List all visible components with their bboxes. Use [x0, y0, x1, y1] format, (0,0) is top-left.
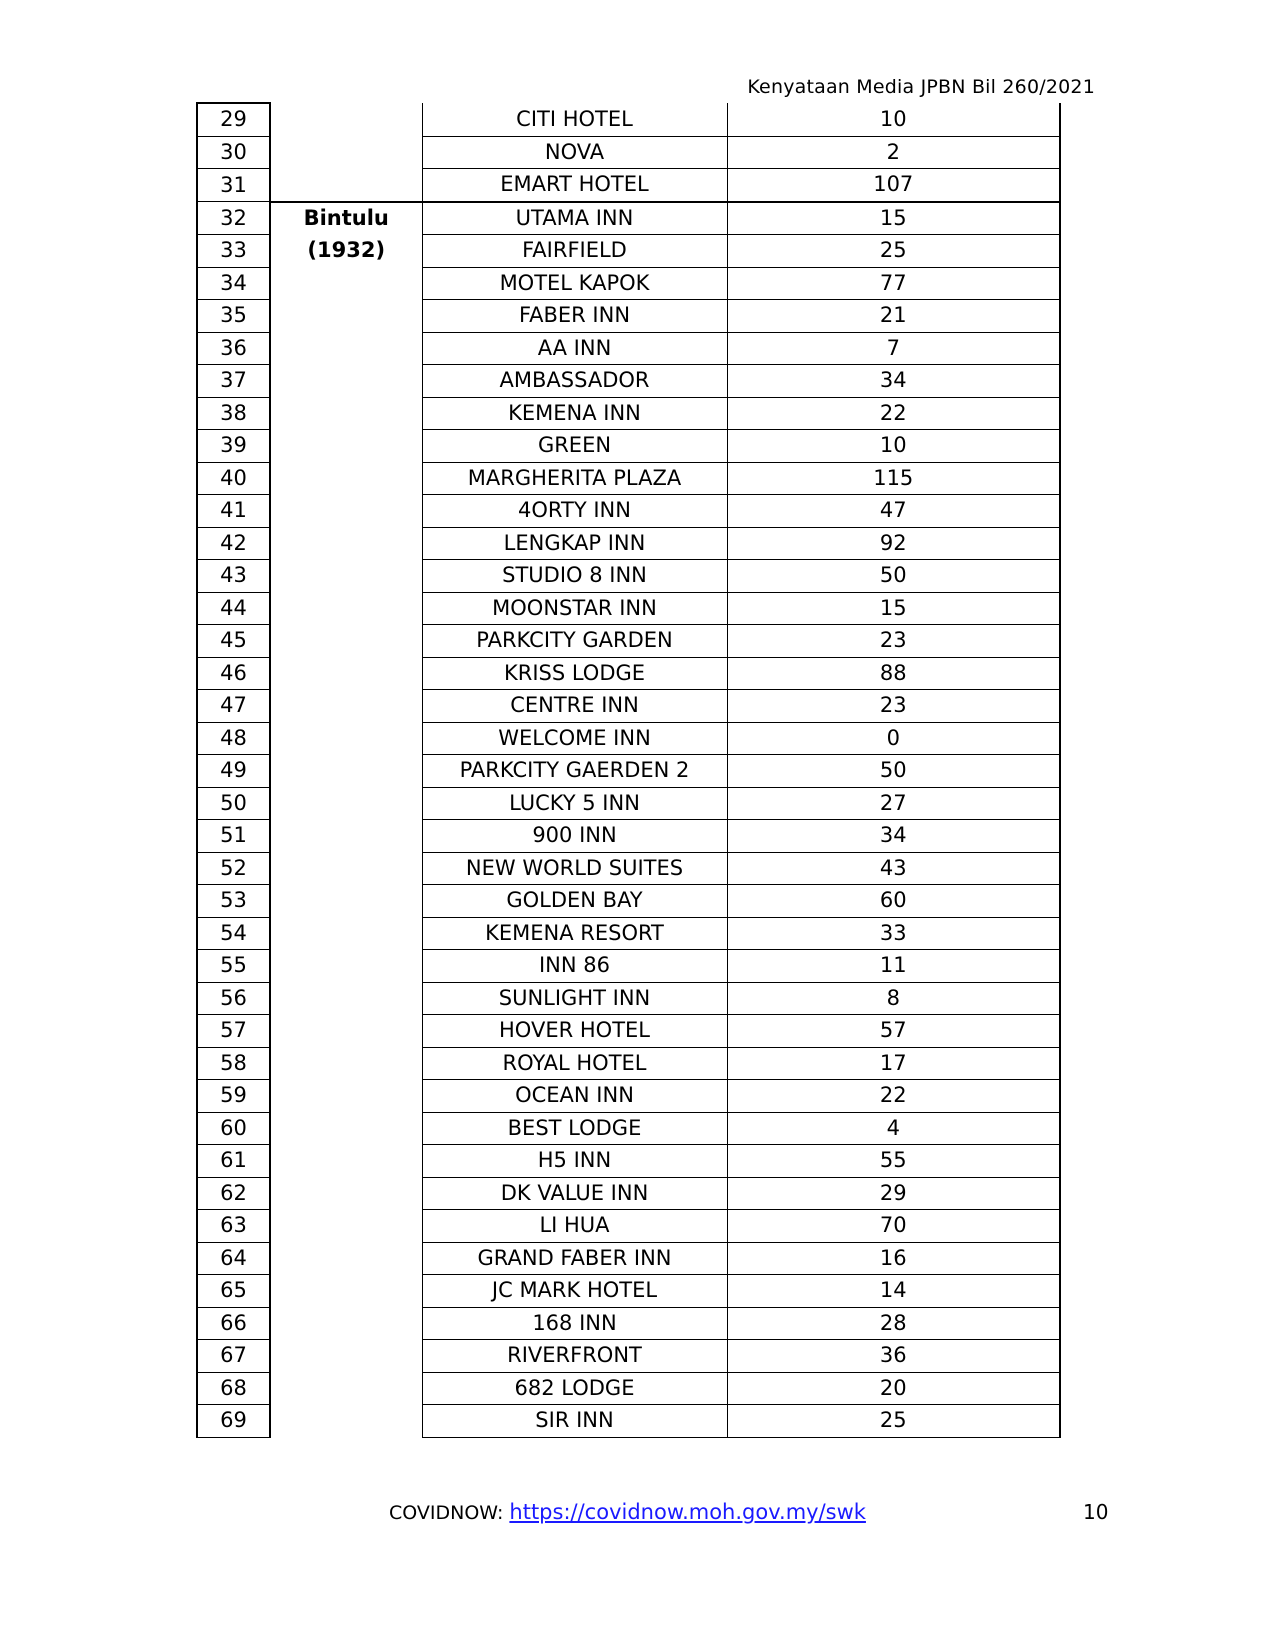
hotel-count: 60: [727, 885, 1060, 918]
row-number: 30: [197, 136, 270, 169]
hotel-name: FAIRFIELD: [422, 235, 727, 268]
table-row: [197, 462, 1060, 495]
hotel-name: KRISS LODGE: [422, 657, 727, 690]
hotel-name: ROYAL HOTEL: [422, 1047, 727, 1080]
hotel-count: 2: [727, 136, 1060, 169]
division-cell: [270, 657, 422, 690]
hotel-count: 15: [727, 592, 1060, 625]
hotel-name: OCEAN INN: [422, 1080, 727, 1113]
hotel-name: WELCOME INN: [422, 722, 727, 755]
division-cell: [270, 1340, 422, 1373]
hotel-count: 88: [727, 657, 1060, 690]
table-row: [197, 1210, 1060, 1243]
row-number: 48: [197, 722, 270, 755]
document-header: Kenyataan Media JPBN Bil 260/2021: [747, 76, 1095, 98]
hotel-name: GREEN: [422, 430, 727, 463]
row-number: 42: [197, 527, 270, 560]
hotel-name: SUNLIGHT INN: [422, 982, 727, 1015]
covidnow-footer: [389, 1500, 866, 1524]
division-cell: [270, 136, 422, 169]
row-number: 62: [197, 1177, 270, 1210]
table-row: [197, 1112, 1060, 1145]
division-cell: [270, 1080, 422, 1113]
covidnow-label: COVIDNOW:: [389, 1502, 510, 1524]
hotel-table-body: [197, 103, 1060, 1437]
table-row: [197, 1080, 1060, 1113]
division-cell: [270, 1210, 422, 1243]
hotel-name: HOVER HOTEL: [422, 1015, 727, 1048]
table-row: [197, 625, 1060, 658]
division-cell: [270, 690, 422, 723]
hotel-name: NOVA: [422, 136, 727, 169]
hotel-name: CITI HOTEL: [422, 103, 727, 136]
row-number: 34: [197, 267, 270, 300]
hotel-name: AMBASSADOR: [422, 365, 727, 398]
row-number: 60: [197, 1112, 270, 1145]
row-number: 51: [197, 820, 270, 853]
table-row: [197, 495, 1060, 528]
hotel-count: 17: [727, 1047, 1060, 1080]
hotel-name: GOLDEN BAY: [422, 885, 727, 918]
division-cell: Bintulu: [270, 202, 422, 235]
division-cell: [270, 103, 422, 136]
hotel-name: GRAND FABER INN: [422, 1242, 727, 1275]
hotel-count: 10: [727, 103, 1060, 136]
row-number: 58: [197, 1047, 270, 1080]
row-number: 45: [197, 625, 270, 658]
hotel-name: LI HUA: [422, 1210, 727, 1243]
division-cell: [270, 1015, 422, 1048]
division-cell: [270, 527, 422, 560]
division-cell: [270, 592, 422, 625]
division-cell: [270, 365, 422, 398]
division-cell: [270, 1112, 422, 1145]
row-number: 44: [197, 592, 270, 625]
division-cell: [270, 1047, 422, 1080]
hotel-count: 47: [727, 495, 1060, 528]
division-cell: [270, 820, 422, 853]
hotel-name: RIVERFRONT: [422, 1340, 727, 1373]
table-row: [197, 820, 1060, 853]
hotel-name: 900 INN: [422, 820, 727, 853]
division-cell: (1932): [270, 235, 422, 268]
hotel-count: 50: [727, 755, 1060, 788]
division-cell: [270, 1405, 422, 1438]
table-row: [197, 1242, 1060, 1275]
division-cell: [270, 1307, 422, 1340]
hotel-count: 34: [727, 820, 1060, 853]
table-row: [197, 365, 1060, 398]
hotel-name: 682 LODGE: [422, 1372, 727, 1405]
row-number: 53: [197, 885, 270, 918]
row-number: 31: [197, 169, 270, 202]
table-row: [197, 787, 1060, 820]
hotel-name: JC MARK HOTEL: [422, 1275, 727, 1308]
hotel-count: 20: [727, 1372, 1060, 1405]
page-number: 10: [1083, 1500, 1109, 1524]
row-number: 61: [197, 1145, 270, 1178]
table-row: [197, 657, 1060, 690]
hotel-name: 4ORTY INN: [422, 495, 727, 528]
division-cell: [270, 430, 422, 463]
hotel-name: SIR INN: [422, 1405, 727, 1438]
hotel-name: AA INN: [422, 332, 727, 365]
table-row: [197, 267, 1060, 300]
hotel-name: MOTEL KAPOK: [422, 267, 727, 300]
hotel-name: MARGHERITA PLAZA: [422, 462, 727, 495]
table-row: [197, 560, 1060, 593]
hotel-table: [196, 102, 1061, 1438]
division-cell: [270, 495, 422, 528]
hotel-name: KEMENA INN: [422, 397, 727, 430]
hotel-count: 43: [727, 852, 1060, 885]
division-cell: [270, 462, 422, 495]
table-row: [197, 1307, 1060, 1340]
row-number: 54: [197, 917, 270, 950]
hotel-count: 0: [727, 722, 1060, 755]
hotel-count: 23: [727, 625, 1060, 658]
table-row: [197, 592, 1060, 625]
table-row: [197, 1275, 1060, 1308]
table-row: [197, 136, 1060, 169]
table-row: [197, 397, 1060, 430]
hotel-count: 77: [727, 267, 1060, 300]
hotel-count: 25: [727, 235, 1060, 268]
division-cell: [270, 755, 422, 788]
hotel-name: EMART HOTEL: [422, 169, 727, 202]
row-number: 59: [197, 1080, 270, 1113]
row-number: 46: [197, 657, 270, 690]
hotel-count: 21: [727, 300, 1060, 333]
division-cell: [270, 1372, 422, 1405]
hotel-count: 22: [727, 1080, 1060, 1113]
row-number: 47: [197, 690, 270, 723]
hotel-count: 55: [727, 1145, 1060, 1178]
division-cell: [270, 1275, 422, 1308]
row-number: 39: [197, 430, 270, 463]
row-number: 49: [197, 755, 270, 788]
division-cell: [270, 267, 422, 300]
hotel-count: 8: [727, 982, 1060, 1015]
division-cell: [270, 397, 422, 430]
division-cell: [270, 625, 422, 658]
hotel-count: 29: [727, 1177, 1060, 1210]
hotel-name: INN 86: [422, 950, 727, 983]
row-number: 64: [197, 1242, 270, 1275]
division-cell: [270, 1242, 422, 1275]
hotel-name: BEST LODGE: [422, 1112, 727, 1145]
row-number: 50: [197, 787, 270, 820]
table-row: [197, 103, 1060, 136]
row-number: 36: [197, 332, 270, 365]
division-cell: [270, 852, 422, 885]
hotel-count: 33: [727, 917, 1060, 950]
table-row: [197, 169, 1060, 202]
row-number: 65: [197, 1275, 270, 1308]
table-row: [197, 1405, 1060, 1438]
hotel-count: 27: [727, 787, 1060, 820]
division-cell: [270, 1177, 422, 1210]
table-row: [197, 1015, 1060, 1048]
hotel-name: KEMENA RESORT: [422, 917, 727, 950]
hotel-count: 10: [727, 430, 1060, 463]
row-number: 43: [197, 560, 270, 593]
row-number: 66: [197, 1307, 270, 1340]
table-row: [197, 202, 1060, 235]
hotel-count: 57: [727, 1015, 1060, 1048]
table-row: [197, 722, 1060, 755]
hotel-count: 36: [727, 1340, 1060, 1373]
hotel-count: 107: [727, 169, 1060, 202]
row-number: 68: [197, 1372, 270, 1405]
division-cell: [270, 332, 422, 365]
hotel-name: FABER INN: [422, 300, 727, 333]
row-number: 32: [197, 202, 270, 235]
hotel-name: MOONSTAR INN: [422, 592, 727, 625]
hotel-count: 16: [727, 1242, 1060, 1275]
table-row: [197, 852, 1060, 885]
hotel-name: NEW WORLD SUITES: [422, 852, 727, 885]
row-number: 35: [197, 300, 270, 333]
row-number: 40: [197, 462, 270, 495]
hotel-count: 50: [727, 560, 1060, 593]
division-cell: [270, 885, 422, 918]
hotel-count: 25: [727, 1405, 1060, 1438]
hotel-name: LUCKY 5 INN: [422, 787, 727, 820]
table-row: [197, 430, 1060, 463]
table-row: [197, 1340, 1060, 1373]
hotel-count: 92: [727, 527, 1060, 560]
row-number: 41: [197, 495, 270, 528]
table-row: [197, 917, 1060, 950]
table-row: [197, 1177, 1060, 1210]
hotel-name: 168 INN: [422, 1307, 727, 1340]
hotel-count: 4: [727, 1112, 1060, 1145]
table-row: [197, 690, 1060, 723]
table-row: [197, 300, 1060, 333]
table-row: [197, 885, 1060, 918]
row-number: 29: [197, 103, 270, 136]
row-number: 52: [197, 852, 270, 885]
table-row: [197, 982, 1060, 1015]
row-number: 55: [197, 950, 270, 983]
hotel-count: 34: [727, 365, 1060, 398]
row-number: 56: [197, 982, 270, 1015]
table-row: [197, 1372, 1060, 1405]
table-row: [197, 527, 1060, 560]
hotel-name: UTAMA INN: [422, 202, 727, 235]
row-number: 38: [197, 397, 270, 430]
hotel-name: DK VALUE INN: [422, 1177, 727, 1210]
row-number: 37: [197, 365, 270, 398]
table-row: [197, 235, 1060, 268]
hotel-count: 15: [727, 202, 1060, 235]
hotel-count: 23: [727, 690, 1060, 723]
division-cell: [270, 982, 422, 1015]
hotel-name: STUDIO 8 INN: [422, 560, 727, 593]
row-number: 69: [197, 1405, 270, 1438]
covidnow-link[interactable]: https://covidnow.moh.gov.my/swk: [509, 1500, 866, 1524]
hotel-name: CENTRE INN: [422, 690, 727, 723]
row-number: 57: [197, 1015, 270, 1048]
table-row: [197, 332, 1060, 365]
row-number: 63: [197, 1210, 270, 1243]
hotel-name: H5 INN: [422, 1145, 727, 1178]
row-number: 67: [197, 1340, 270, 1373]
division-cell: [270, 950, 422, 983]
hotel-name: PARKCITY GARDEN: [422, 625, 727, 658]
hotel-name: PARKCITY GAERDEN 2: [422, 755, 727, 788]
table-row: [197, 1145, 1060, 1178]
row-number: 33: [197, 235, 270, 268]
division-cell: [270, 917, 422, 950]
hotel-count: 115: [727, 462, 1060, 495]
division-cell: [270, 300, 422, 333]
hotel-count: 7: [727, 332, 1060, 365]
division-cell: [270, 560, 422, 593]
hotel-count: 11: [727, 950, 1060, 983]
table-row: [197, 1047, 1060, 1080]
table-row: [197, 950, 1060, 983]
hotel-count: 28: [727, 1307, 1060, 1340]
division-cell: [270, 787, 422, 820]
hotel-count: 22: [727, 397, 1060, 430]
table-row: [197, 755, 1060, 788]
division-cell: [270, 1145, 422, 1178]
hotel-name: LENGKAP INN: [422, 527, 727, 560]
division-cell: [270, 169, 422, 202]
hotel-count: 70: [727, 1210, 1060, 1243]
division-cell: [270, 722, 422, 755]
hotel-count: 14: [727, 1275, 1060, 1308]
